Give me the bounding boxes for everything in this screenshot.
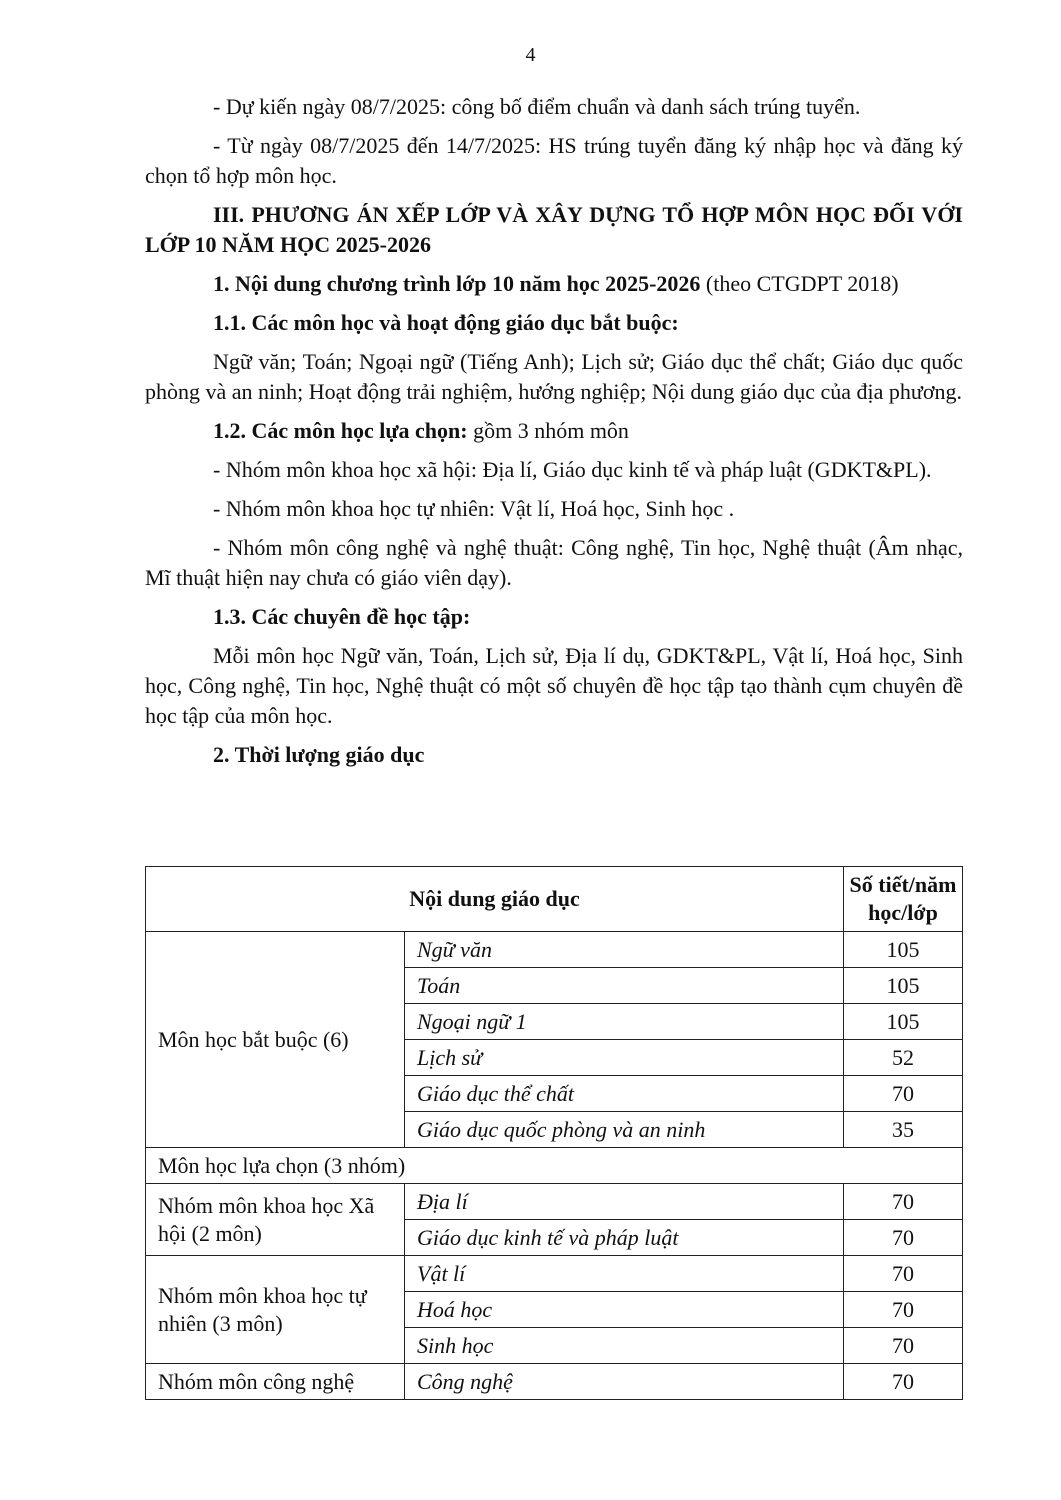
table-row [146,1148,963,1184]
group-required-cell: Môn học bắt buộc (6) [146,932,405,1148]
periods-cell: 105 [844,968,963,1004]
group-natural: - Nhóm môn khoa học tự nhiên: Vật lí, Hoá học, Sinh học . [213,496,735,521]
periods-cell: 35 [844,1112,963,1148]
group-natural-cell: Nhóm môn khoa học tự nhiên (3 môn) [146,1256,405,1364]
subject-cell: Vật lí [405,1256,844,1292]
periods-cell: 70 [844,1328,963,1364]
table-header-row [146,867,963,932]
subject-cell: Ngữ văn [405,932,844,968]
periods-cell: 70 [844,1256,963,1292]
table-row [146,932,963,968]
subject-cell: Sinh học [405,1328,844,1364]
heading-1-2-bold: 1.2. Các môn học lựa chọn: [213,418,468,443]
heading-1-rest: (theo CTGDPT 2018) [700,271,899,296]
paragraph-required-subjects: Ngữ văn; Toán; Ngoại ngữ (Tiếng Anh); Lịch sử; Giáo dục thể chất; Giáo dục quốc phòng và an ninh; Hoạt động trải nghiệm, hướng nghiệp; Nội dung giáo dục của địa phương. [145,349,963,404]
periods-cell: 70 [844,1220,963,1256]
subject-cell: Công nghệ [405,1364,844,1400]
heading-2: 2. Thời lượng giáo dục [213,742,425,767]
subject-cell: Giáo dục kinh tế và pháp luật [405,1220,844,1256]
elective-header-cell: Môn học lựa chọn (3 nhóm) [146,1148,963,1184]
group-social-cell: Nhóm môn khoa học Xã hội (2 môn) [146,1184,405,1256]
section-heading-3: III. PHƯƠNG ÁN XẾP LỚP VÀ XÂY DỰNG TỔ HỢP MÔN HỌC ĐỐI VỚI LỚP 10 NĂM HỌC 2025-2026 [145,202,963,257]
periods-cell: 70 [844,1184,963,1220]
heading-1-3: 1.3. Các chuyên đề học tập: [213,604,471,629]
table-row [146,1364,963,1400]
subject-cell: Toán [405,968,844,1004]
paragraph-enrollment: - Từ ngày 08/7/2025 đến 14/7/2025: HS trúng tuyển đăng ký nhập học và đăng ký chọn tổ hợp môn học. [145,133,963,188]
heading-1-2 [145,416,963,446]
table-row [146,1184,963,1220]
group-tech-cell: Nhóm môn công nghệ [146,1364,405,1400]
periods-cell: 70 [844,1364,963,1400]
page-number: 4 [525,44,536,66]
heading-1-bold: 1. Nội dung chương trình lớp 10 năm học 2025-2026 [213,271,701,296]
body-text [145,92,963,770]
group-tech-art: - Nhóm môn công nghệ và nghệ thuật: Công nghệ, Tin học, Nghệ thuật (Âm nhạc, Mĩ thuật hiện nay chưa có giáo viên dạy). [145,535,963,590]
group-social: - Nhóm môn khoa học xã hội: Địa lí, Giáo dục kinh tế và pháp luật (GDKT&PL). [213,457,932,482]
subject-cell: Địa lí [405,1184,844,1220]
subject-cell: Lịch sử [405,1040,844,1076]
subject-cell: Giáo dục quốc phòng và an ninh [405,1112,844,1148]
periods-cell: 70 [844,1292,963,1328]
subject-cell: Hoá học [405,1292,844,1328]
paragraph-topics: Mỗi môn học Ngữ văn, Toán, Lịch sử, Địa lí dụ, GDKT&PL, Vật lí, Hoá học, Sinh học, Công nghệ, Tin học, Nghệ thuật có một số chuyên đề học tập tạo thành cụm chuyên đề học tập của môn học. [145,643,963,728]
subject-cell: Ngoại ngữ 1 [405,1004,844,1040]
heading-1 [145,269,963,299]
heading-1-1: 1.1. Các môn học và hoạt động giáo dục bắt buộc: [213,310,679,335]
periods-cell: 105 [844,1004,963,1040]
paragraph-announce: - Dự kiến ngày 08/7/2025: công bố điểm chuẩn và danh sách trúng tuyển. [213,94,861,119]
education-time-table [145,866,963,1400]
table-row [146,1256,963,1292]
subject-cell: Giáo dục thể chất [405,1076,844,1112]
heading-1-2-rest: gồm 3 nhóm môn [467,418,629,443]
header-content: Nội dung giáo dục [146,867,844,932]
periods-cell: 105 [844,932,963,968]
header-periods: Số tiết/năm học/lớp [844,867,963,932]
periods-cell: 70 [844,1076,963,1112]
periods-cell: 52 [844,1040,963,1076]
